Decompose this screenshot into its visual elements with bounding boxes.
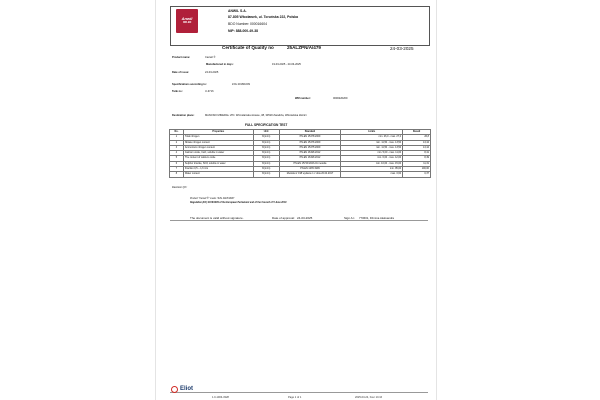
cell-no: 2 [170, 140, 184, 145]
cell-unit: %(m/m) [253, 135, 279, 140]
cell-limits: min. 95,00 [341, 167, 403, 172]
cell-standard: PN-EN 15478:2009 [279, 135, 341, 140]
cell-result: 100,00 [403, 167, 431, 172]
table-row [170, 156, 431, 161]
cell-limits: min. 10,00 - max. 15,00 [341, 161, 403, 166]
certificate-date: 24-03-2025 [390, 46, 414, 51]
print-timestamp: 2025-03-24, hour 10.16 [355, 396, 383, 399]
cell-standard: PN-EN 16196:2012 [279, 156, 341, 161]
cell-property: Sulphur trioxide, SO3, soluble in water [183, 161, 253, 166]
page-number: Page 1 of 1 [288, 396, 302, 399]
cell-no: 6 [170, 161, 184, 166]
col-header-standard: Standard [279, 130, 341, 135]
cell-property: Nitrate nitrogen content [183, 140, 253, 145]
table-row [170, 140, 431, 145]
bdo-label: BDO Number: [228, 22, 250, 26]
cell-property: The content of calcium oxide [183, 156, 253, 161]
company-nip: NIP: 888-000-49-38 [228, 29, 258, 33]
col-header-result: Result [403, 130, 431, 135]
decision-label: Decision QC: [172, 186, 188, 189]
eliot-brand: Eliot [180, 386, 193, 392]
cell-unit: %(m/m) [253, 151, 279, 156]
bdo-value: 000016604 [250, 22, 267, 26]
cell-result: 8,41 [403, 151, 431, 156]
validity-note: The document is valid without signature. [190, 216, 244, 220]
cell-result: 13,44 [403, 140, 431, 145]
table-row [170, 161, 431, 166]
cell-result: 26,8 [403, 135, 431, 140]
cell-property: Total nitrogen [183, 135, 253, 140]
sign-value: 770601, Dżmina Aleksandra [359, 216, 394, 220]
cell-result: 13,44 [403, 145, 431, 150]
header-box [170, 6, 430, 46]
footer-divider [170, 392, 428, 393]
company-address: 87-805 Włocławek, ul. Toruńska 222, Polska [228, 15, 299, 19]
decision-line-2: Regulation (EC) 2019/1009 of the European Parliament and of the Council of 5 June 2019 [190, 202, 287, 204]
cell-unit: %(m/m) [253, 161, 279, 166]
col-header-no: No. [170, 130, 184, 135]
cell-unit: %(m/m) [253, 140, 279, 145]
table-row [170, 172, 431, 177]
cell-unit: %(m/m) [253, 145, 279, 150]
cell-limits: min. 11,50 - max. 13,50 [341, 140, 403, 145]
cell-standard: PN-EN 15475:2009 [279, 145, 341, 150]
approval-value: 24-03-2025 [297, 216, 313, 220]
sign-label: Sign A.I. [344, 216, 356, 220]
approval-label: Date of approval: [272, 216, 295, 220]
logo-sub: ORLEN [182, 21, 192, 24]
cell-limits: max. 0,60 [341, 172, 403, 177]
cell-limits: min. 6,00 - max. 12,00 [341, 156, 403, 161]
logo-brand: Anwil [181, 16, 193, 21]
cell-standard: Metoda nr 198 wydanie 1 z dnia 20.04.2017 [279, 172, 341, 177]
eliot-logo-icon [171, 386, 178, 393]
manufactured-value: 19-03-2025 - 23-03-2025 [272, 63, 301, 66]
destination-label: Destination place: [172, 114, 195, 117]
cell-limits: min. 5,00 - max. 11,00 [341, 151, 403, 156]
cell-no: 1 [170, 135, 184, 140]
cell-standard: PN-EN 15476:2009 [279, 140, 341, 145]
certificate-title: Certificate of Quality no [222, 45, 274, 50]
col-header-unit: Unit [253, 130, 279, 135]
product-name-value: Canwil ® [205, 56, 216, 59]
date-of-issue-label: Date of issue: [172, 71, 190, 74]
cell-result: 8,49 [403, 156, 431, 161]
cell-property: Calcium oxide, CaO, soluble in water [183, 151, 253, 156]
cell-limits: min. 11,50 - max. 13,50 [341, 145, 403, 150]
table-row [170, 145, 431, 150]
cell-unit: %(m/m) [253, 167, 279, 172]
cell-standard: PN-EN 16196:2012 [279, 151, 341, 156]
cell-standard: PN-EN 15749:2023-01 metoda [279, 161, 341, 166]
cell-property: Fraction 0,5 – 1,6 mm [183, 167, 253, 172]
table-row [170, 151, 431, 156]
product-name-label: Product name: [172, 56, 191, 59]
spec-section-title: FULL SPECIFICATION TEST [245, 123, 288, 127]
company-name: ANWIL S.A. [228, 9, 247, 13]
cell-no: 4 [170, 151, 184, 156]
col-header-properties: Properties [183, 130, 253, 135]
wm-value: 0000220209 [333, 97, 348, 100]
document-code: 1.0-1003-3328 [212, 396, 229, 399]
manufactured-label: Manufactured in days: [206, 63, 234, 66]
spec-label: Specifications according to: [172, 83, 207, 86]
wm-label: WM number: [295, 97, 311, 100]
destination-value: MANCSKI MINERAL LTD. Wrzosłańska strasse, 38, 33520 Zaradzia, Wiśniańska district [205, 114, 307, 117]
date-of-issue-value: 24-03-2025 [205, 71, 219, 74]
cell-result: 0,37 [403, 172, 431, 177]
certificate-number: 25ALZPN/A/479 [287, 45, 321, 50]
cell-limits: min. 26,0 - max. 27,0 [341, 135, 403, 140]
signature-divider [170, 220, 428, 221]
company-logo-text [177, 16, 197, 24]
col-header-limits: Limits [341, 130, 403, 135]
cell-no: 3 [170, 145, 184, 150]
cell-no: 8 [170, 172, 184, 177]
cell-result: 11,31 [403, 161, 431, 166]
cell-no: 7 [170, 167, 184, 172]
decision-line-1: Product "Canwil ®" meets "ZJG 2018/1009" [190, 198, 235, 200]
cell-property: Ammonium nitrogen content [183, 145, 253, 150]
specification-table [169, 129, 431, 178]
spec-value: ZJG 2018/1009 [232, 83, 250, 86]
cell-unit: %(m/m) [253, 156, 279, 161]
cell-property: Water content [183, 172, 253, 177]
cell-unit: %(m/m) [253, 172, 279, 177]
cell-no: 5 [170, 156, 184, 161]
document-page [155, 0, 437, 400]
cell-standard: PN-EN 1235:1999 [279, 167, 341, 172]
tank-value: U-3716 [205, 90, 214, 93]
tank-label: Tank no: [172, 90, 183, 93]
